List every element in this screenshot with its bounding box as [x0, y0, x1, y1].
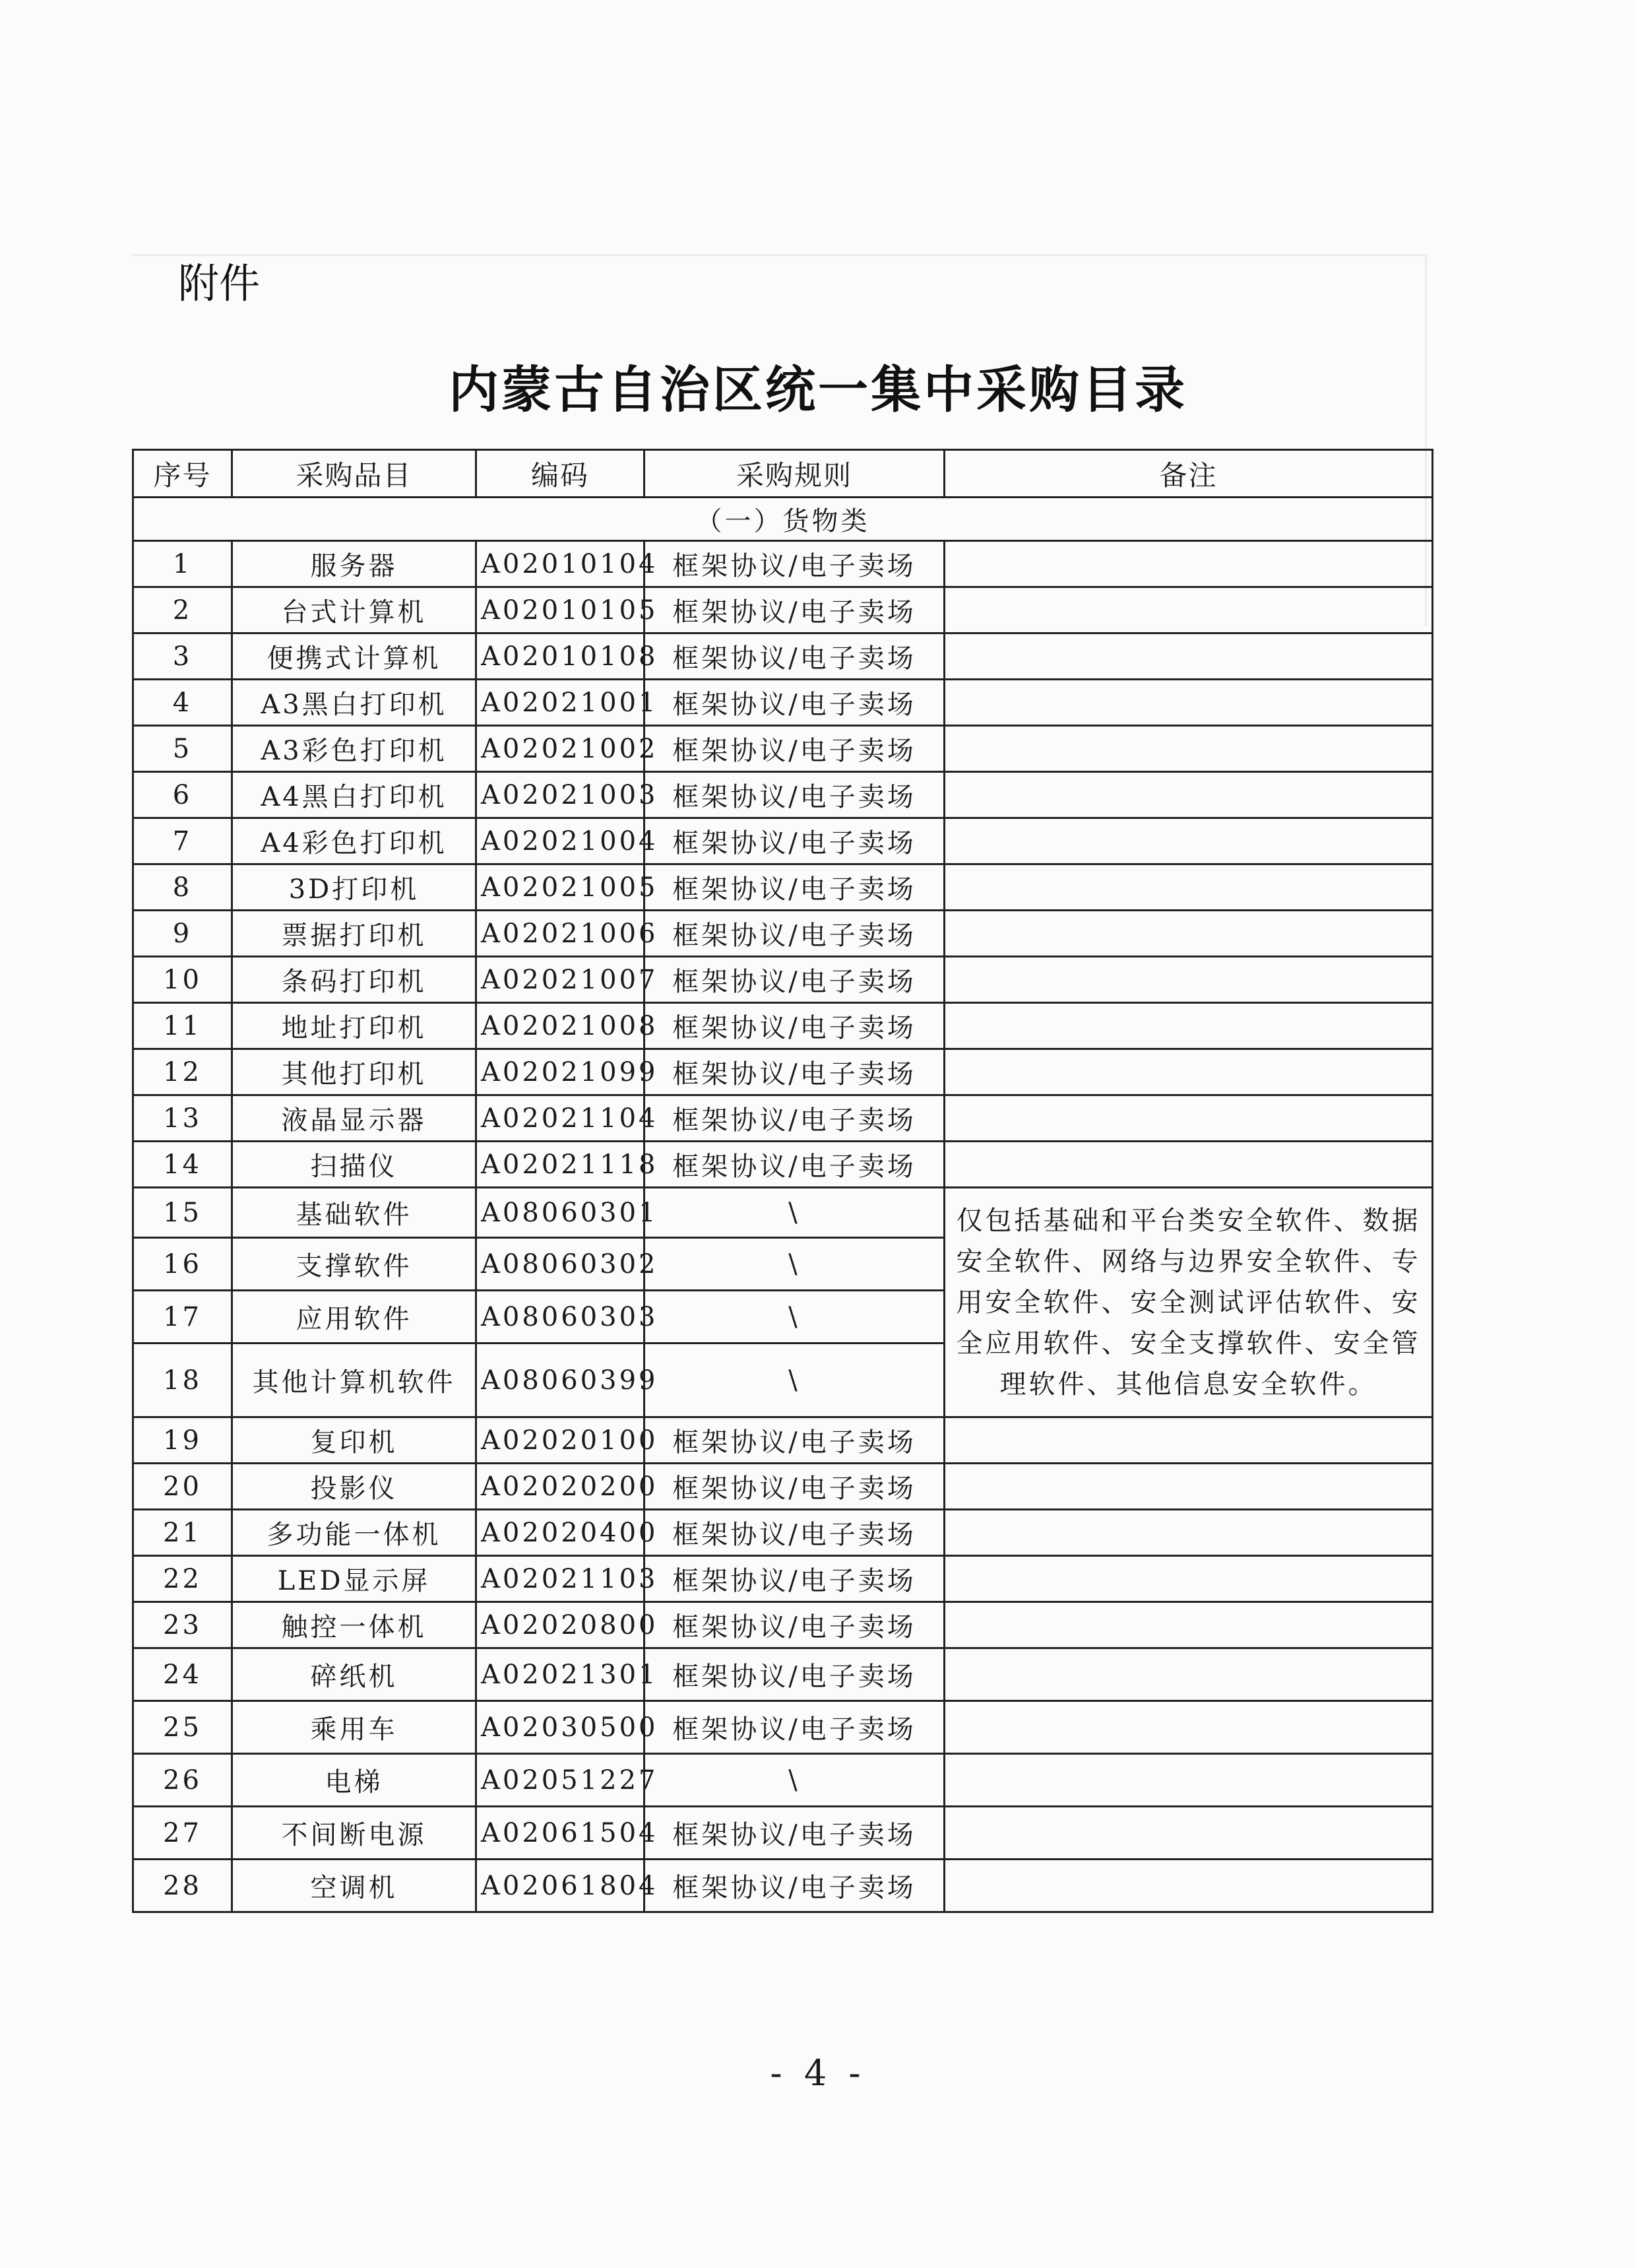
row-remark: [945, 1049, 1433, 1095]
row-rule: 框架协议/电子卖场: [645, 1417, 945, 1464]
row-code: A02021002: [476, 726, 645, 772]
row-item: 电梯: [232, 1754, 476, 1807]
row-item: A3黑白打印机: [232, 680, 476, 726]
row-rule: 框架协议/电子卖场: [645, 818, 945, 864]
row-remark: [945, 1860, 1433, 1912]
header-no: 序号: [133, 450, 232, 498]
row-code: A02020400: [476, 1510, 645, 1556]
row-number: 7: [133, 818, 232, 864]
row-number: 3: [133, 633, 232, 680]
row-number: 15: [133, 1188, 232, 1238]
row-number: 16: [133, 1238, 232, 1291]
row-remark: [945, 726, 1433, 772]
row-remark: [945, 1807, 1433, 1860]
row-rule: 框架协议/电子卖场: [645, 1142, 945, 1188]
table-row: [133, 911, 1433, 957]
row-rule: 框架协议/电子卖场: [645, 864, 945, 911]
row-code: A02021006: [476, 911, 645, 957]
table-row: [133, 1095, 1433, 1142]
row-rule: 框架协议/电子卖场: [645, 633, 945, 680]
row-code: A02021004: [476, 818, 645, 864]
row-code: A02021007: [476, 957, 645, 1003]
table-row: [133, 1417, 1433, 1464]
header-item: 采购品目: [232, 450, 476, 498]
row-item: 扫描仪: [232, 1142, 476, 1188]
row-code: A02021008: [476, 1003, 645, 1049]
row-number: 19: [133, 1417, 232, 1464]
row-item: A4彩色打印机: [232, 818, 476, 864]
row-number: 2: [133, 587, 232, 633]
row-number: 11: [133, 1003, 232, 1049]
table-row: [133, 957, 1433, 1003]
row-number: 5: [133, 726, 232, 772]
row-item: 台式计算机: [232, 587, 476, 633]
row-item: 其他打印机: [232, 1049, 476, 1095]
row-number: 13: [133, 1095, 232, 1142]
row-code: A02021301: [476, 1648, 645, 1701]
document-title: 内蒙古自治区统一集中采购目录: [449, 360, 1187, 419]
row-code: A08060301: [476, 1188, 645, 1238]
row-number: 6: [133, 772, 232, 818]
row-remark: [945, 680, 1433, 726]
row-rule: 框架协议/电子卖场: [645, 1510, 945, 1556]
table-row: [133, 1003, 1433, 1049]
row-number: 25: [133, 1701, 232, 1754]
row-item: 服务器: [232, 541, 476, 587]
row-remark: [945, 1701, 1433, 1754]
row-item: 液晶显示器: [232, 1095, 476, 1142]
row-rule: 框架协议/电子卖场: [645, 1807, 945, 1860]
row-code: A02010105: [476, 587, 645, 633]
row-number: 21: [133, 1510, 232, 1556]
row-item: 票据打印机: [232, 911, 476, 957]
row-item: 复印机: [232, 1417, 476, 1464]
row-rule: \: [645, 1291, 945, 1344]
row-remark: [945, 864, 1433, 911]
row-rule: 框架协议/电子卖场: [645, 1095, 945, 1142]
table-row: [133, 1807, 1433, 1860]
row-rule: 框架协议/电子卖场: [645, 1049, 945, 1095]
table-row: [133, 1049, 1433, 1095]
row-item: 空调机: [232, 1860, 476, 1912]
header-remark: 备注: [945, 450, 1433, 498]
table-row: [133, 818, 1433, 864]
row-item: 不间断电源: [232, 1807, 476, 1860]
row-number: 10: [133, 957, 232, 1003]
row-remark: [945, 1142, 1433, 1188]
row-rule: 框架协议/电子卖场: [645, 1556, 945, 1602]
row-code: A02051227: [476, 1754, 645, 1807]
row-remark: [945, 541, 1433, 587]
row-item: 条码打印机: [232, 957, 476, 1003]
table-row: [133, 1602, 1433, 1648]
row-code: A02021103: [476, 1556, 645, 1602]
row-code: A02021118: [476, 1142, 645, 1188]
table-row: [133, 1701, 1433, 1754]
row-item: 支撑软件: [232, 1238, 476, 1291]
row-remark: [945, 818, 1433, 864]
row-rule: 框架协议/电子卖场: [645, 680, 945, 726]
row-code: A02061804: [476, 1860, 645, 1912]
table-row: [133, 726, 1433, 772]
row-remark: [945, 1510, 1433, 1556]
row-code: A02021001: [476, 680, 645, 726]
row-remark: [945, 1003, 1433, 1049]
row-item: 应用软件: [232, 1291, 476, 1344]
table-row: [133, 1464, 1433, 1510]
row-code: A02021099: [476, 1049, 645, 1095]
row-rule: 框架协议/电子卖场: [645, 772, 945, 818]
row-number: 18: [133, 1344, 232, 1417]
row-number: 12: [133, 1049, 232, 1095]
row-item: 多功能一体机: [232, 1510, 476, 1556]
row-code: A02061504: [476, 1807, 645, 1860]
row-code: A08060399: [476, 1344, 645, 1417]
row-rule: 框架协议/电子卖场: [645, 1602, 945, 1648]
table-row: [133, 680, 1433, 726]
table-row: [133, 633, 1433, 680]
row-number: 27: [133, 1807, 232, 1860]
table-row: [133, 1142, 1433, 1188]
row-remark: [945, 772, 1433, 818]
row-rule: 框架协议/电子卖场: [645, 1648, 945, 1701]
row-number: 1: [133, 541, 232, 587]
row-item: 其他计算机软件: [232, 1344, 476, 1417]
row-item: LED显示屏: [232, 1556, 476, 1602]
row-code: A02010108: [476, 633, 645, 680]
row-rule: 框架协议/电子卖场: [645, 587, 945, 633]
table-row: [133, 541, 1433, 587]
row-number: 22: [133, 1556, 232, 1602]
table-row: [133, 1188, 1433, 1238]
row-number: 24: [133, 1648, 232, 1701]
row-remark: [945, 633, 1433, 680]
row-number: 4: [133, 680, 232, 726]
table-row: [133, 1860, 1433, 1912]
row-item: 乘用车: [232, 1701, 476, 1754]
row-code: A02021003: [476, 772, 645, 818]
row-rule: 框架协议/电子卖场: [645, 541, 945, 587]
row-rule: \: [645, 1754, 945, 1807]
row-remark: [945, 1417, 1433, 1464]
row-remark: [945, 587, 1433, 633]
row-item: 3D打印机: [232, 864, 476, 911]
row-rule: 框架协议/电子卖场: [645, 726, 945, 772]
row-remark: [945, 1095, 1433, 1142]
row-code: A08060302: [476, 1238, 645, 1291]
page-number: - 4 -: [770, 2052, 866, 2094]
row-rule: 框架协议/电子卖场: [645, 1860, 945, 1912]
row-remark: [945, 957, 1433, 1003]
row-number: 17: [133, 1291, 232, 1344]
row-rule: 框架协议/电子卖场: [645, 1003, 945, 1049]
row-item: 投影仪: [232, 1464, 476, 1510]
row-rule: 框架协议/电子卖场: [645, 957, 945, 1003]
row-remark: [945, 1464, 1433, 1510]
row-item: 地址打印机: [232, 1003, 476, 1049]
row-code: A08060303: [476, 1291, 645, 1344]
row-item: A3彩色打印机: [232, 726, 476, 772]
row-number: 26: [133, 1754, 232, 1807]
row-rule: \: [645, 1344, 945, 1417]
row-code: A02020100: [476, 1417, 645, 1464]
category-label: （一）货物类: [133, 498, 1433, 541]
row-number: 23: [133, 1602, 232, 1648]
category-row: [133, 498, 1433, 541]
header-rule: 采购规则: [645, 450, 945, 498]
table-header-row: [133, 450, 1433, 498]
row-item: A4黑白打印机: [232, 772, 476, 818]
row-code: A02020800: [476, 1602, 645, 1648]
row-code: A02021104: [476, 1095, 645, 1142]
row-item: 碎纸机: [232, 1648, 476, 1701]
row-code: A02010104: [476, 541, 645, 587]
table-row: [133, 864, 1433, 911]
table-row: [133, 1510, 1433, 1556]
row-remark: [945, 1754, 1433, 1807]
row-rule: 框架协议/电子卖场: [645, 911, 945, 957]
row-number: 9: [133, 911, 232, 957]
table-row: [133, 587, 1433, 633]
header-code: 编码: [476, 450, 645, 498]
row-rule: \: [645, 1238, 945, 1291]
row-number: 14: [133, 1142, 232, 1188]
row-code: A02030500: [476, 1701, 645, 1754]
row-remark: [945, 1556, 1433, 1602]
row-code: A02021005: [476, 864, 645, 911]
row-remark: [945, 1648, 1433, 1701]
table-row: [133, 1754, 1433, 1807]
row-number: 20: [133, 1464, 232, 1510]
table-row: [133, 1556, 1433, 1602]
row-item: 基础软件: [232, 1188, 476, 1238]
software-remark: 仅包括基础和平台类安全软件、数据安全软件、网络与边界安全软件、专用安全软件、安全测试评估软件、安全应用软件、安全支撑软件、安全管理软件、其他信息安全软件。: [945, 1188, 1433, 1417]
row-rule: \: [645, 1188, 945, 1238]
row-remark: [945, 1602, 1433, 1648]
row-rule: 框架协议/电子卖场: [645, 1464, 945, 1510]
row-item: 触控一体机: [232, 1602, 476, 1648]
row-number: 8: [133, 864, 232, 911]
row-rule: 框架协议/电子卖场: [645, 1701, 945, 1754]
table-row: [133, 1648, 1433, 1701]
row-number: 28: [133, 1860, 232, 1912]
attachment-label: 附件: [178, 259, 261, 308]
row-remark: [945, 911, 1433, 957]
row-item: 便携式计算机: [232, 633, 476, 680]
procurement-catalog-table: [132, 449, 1433, 1913]
row-code: A02020200: [476, 1464, 645, 1510]
table-row: [133, 772, 1433, 818]
